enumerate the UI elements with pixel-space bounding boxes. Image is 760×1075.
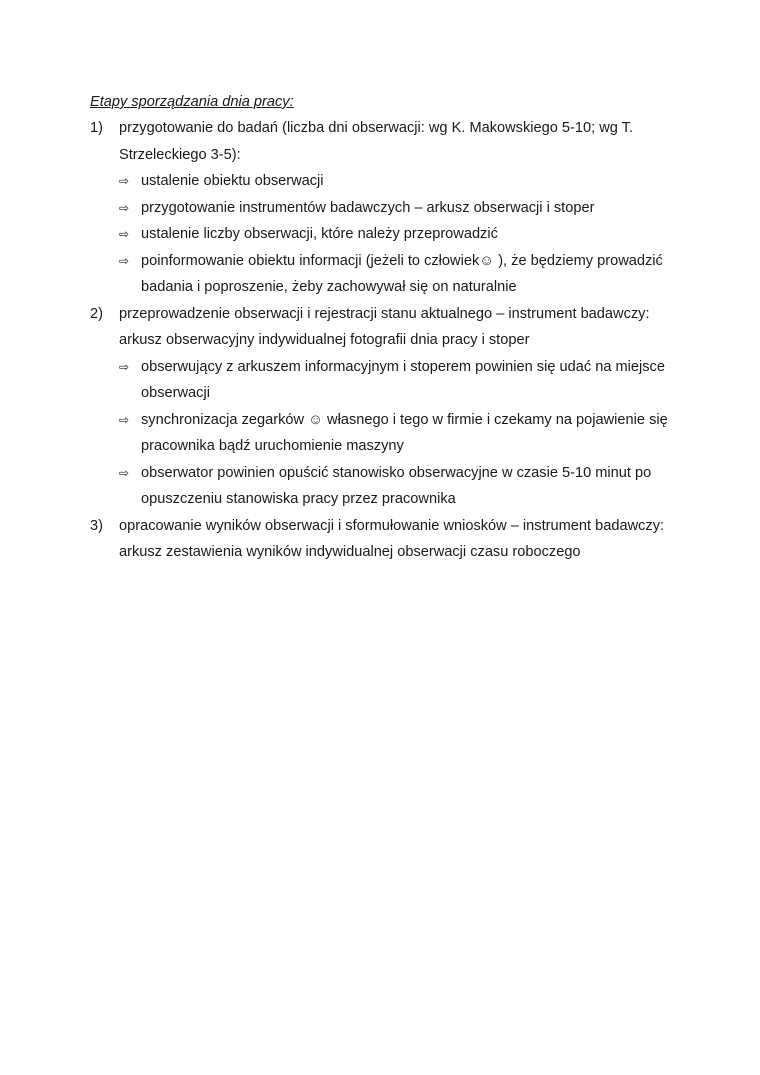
arrow-right-icon: ⇨ — [119, 465, 130, 480]
bullet-text: obserwujący z arkuszem informacyjnym i stoperem powinien się udać na miejsce obserwacji — [141, 358, 665, 401]
arrow-right-icon: ⇨ — [119, 200, 130, 215]
bullet-text: poinformowanie obiektu informacji (jeżeli to człowiek☺ ), że będziemy prowadzić badania i poproszenie, żeby zachowywał się on naturalnie — [141, 252, 663, 295]
bullet-text: ustalenie obiektu obserwacji — [141, 173, 324, 189]
bullet-item — [119, 168, 680, 195]
step-number: 1) — [90, 120, 103, 136]
step-text: przygotowanie do badań (liczba dni obserwacji: wg K. Makowskiego 5-10; wg T. Strzeleckiego 3-5): — [119, 120, 634, 163]
document-content — [90, 89, 680, 566]
bullet-text: synchronizacja zegarków ☺ własnego i tego w firmie i czekamy na pojawienie się pracownika bądź uruchomienie maszyny — [141, 411, 668, 454]
bullet-item — [119, 195, 680, 222]
arrow-right-icon: ⇨ — [119, 359, 130, 374]
step-text: opracowanie wyników obserwacji i sformułowanie wniosków – instrument badawczy: arkusz zestawienia wyników indywidualnej obserwacji czasu roboczego — [119, 517, 665, 560]
arrow-right-icon: ⇨ — [119, 412, 130, 427]
bullet-item — [119, 460, 680, 513]
bullet-item — [119, 248, 680, 301]
step-3 — [90, 513, 680, 566]
bullet-text: przygotowanie instrumentów badawczych – arkusz obserwacji i stoper — [141, 199, 595, 216]
section-heading: Etapy sporządzania dnia pracy: — [90, 94, 294, 110]
arrow-right-icon: ⇨ — [119, 253, 130, 268]
arrow-right-icon: ⇨ — [119, 227, 130, 241]
step-number: 3) — [90, 517, 103, 534]
bullet-item — [119, 354, 680, 407]
bullet-text: ustalenie liczby obserwacji, które należy przeprowadzić — [141, 226, 498, 242]
bullet-text: obserwator powinien opuścić stanowisko obserwacyjne w czasie 5-10 minut po opuszczeniu stanowiska pracy przez pracownika — [141, 464, 652, 507]
arrow-right-icon: ⇨ — [119, 174, 130, 188]
bullet-item — [119, 407, 680, 460]
bullet-item — [119, 221, 680, 248]
step-1 — [90, 115, 680, 301]
step-text: przeprowadzenie obserwacji i rejestracji stanu aktualnego – instrument badawczy: arkusz obserwacyjny indywidualnej fotografii dnia pracy i stoper — [119, 305, 650, 348]
step-number: 2) — [90, 305, 103, 322]
step-2 — [90, 301, 680, 513]
